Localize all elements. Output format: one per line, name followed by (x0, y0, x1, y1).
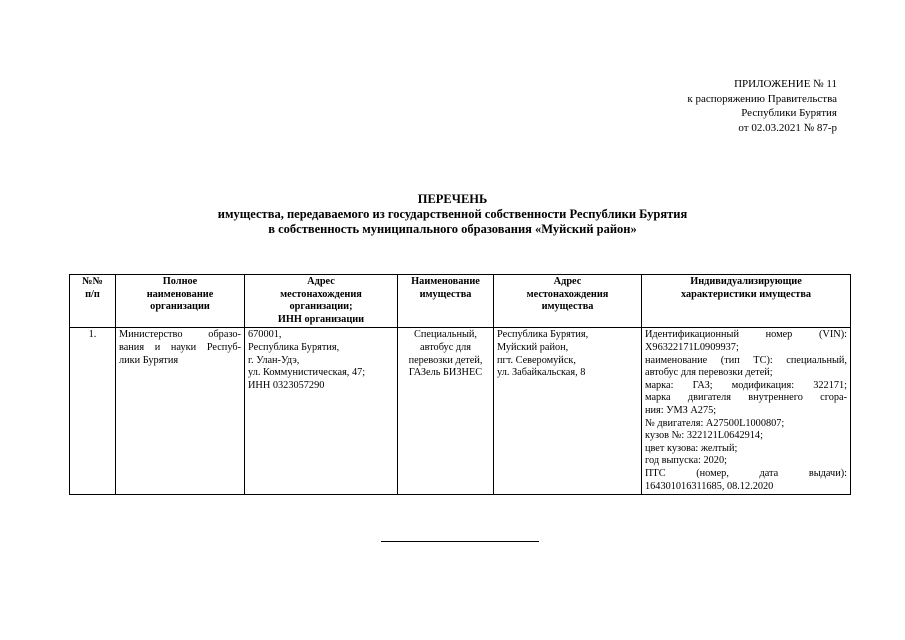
text-line: Специальный, (414, 329, 477, 341)
header-characteristics (642, 275, 851, 328)
title-heading: ПЕРЕЧЕНЬ (417, 192, 488, 206)
text-line: вания и науки Респуб- (119, 341, 241, 353)
cell-characteristics (642, 328, 851, 495)
text-line: Республика Бурятия, (248, 341, 340, 353)
text-line: местонахождения (526, 288, 609, 300)
text-line: ИНН организации (277, 313, 365, 325)
text-line: наименование (146, 288, 214, 300)
text-line: имущества (419, 288, 472, 300)
appendix-line: к распоряжению Правительства (687, 92, 837, 105)
appendix-line: Республики Бурятия (741, 107, 837, 119)
text-line: Адрес (553, 276, 582, 287)
text-line: имущества (541, 301, 594, 313)
cell-org (116, 328, 245, 495)
text-line: местонахождения (280, 288, 362, 300)
text-line: 164301016311685, 08.12.2020 (645, 480, 774, 492)
text-line: X96322171L0909937; (645, 341, 739, 353)
text-line: марка двигателя внутреннего сгора- (645, 392, 847, 404)
property-table (69, 274, 851, 495)
text-line: характеристики имущества (680, 288, 812, 300)
text-line: Идентификационный номер (VIN): (645, 329, 847, 341)
header-num (70, 275, 116, 328)
title-line-2: в собственность муниципального образования «Муйский район» (268, 222, 637, 236)
text-line: ул. Коммунистическая, 47; (248, 367, 366, 379)
text-line: № двигателя: A27500L1000807; (645, 417, 785, 429)
header-org (116, 275, 245, 328)
text-line: Адрес (307, 276, 335, 287)
document-title (0, 192, 905, 237)
text-line: автобус для (420, 341, 471, 353)
text-line: организации; (289, 301, 353, 313)
cell-num: 1. (70, 328, 116, 495)
text-line: ул. Забайкальская, 8 (497, 367, 586, 379)
text-line: цвет кузова: желтый; (645, 442, 738, 454)
text-line: Муйский район, (497, 341, 569, 353)
text-line: перевозки детей, (408, 354, 483, 366)
text-line: год выпуска: 2020; (645, 455, 727, 467)
table-header-row (70, 275, 851, 328)
title-line-1: имущества, передаваемого из государственной собственности Республики Бурятия (217, 207, 688, 221)
text-line: п/п (85, 288, 100, 300)
text-line: ния: УМЗ А275; (645, 404, 717, 416)
header-address (245, 275, 398, 328)
text-line: ИНН 0323057290 (248, 379, 325, 391)
text-line: автобус для перевозки детей; (645, 367, 773, 379)
text-line: Министерство образо- (119, 329, 241, 341)
text-line: г. Улан-Удэ, (248, 354, 300, 366)
text-line: Республика Бурятия, (497, 329, 589, 341)
text-line: Индивидуализирующие (690, 276, 802, 287)
header-property-address (494, 275, 642, 328)
text-line: Полное (162, 276, 198, 287)
cell-property-address (494, 328, 642, 495)
text-line: лики Бурятия (119, 354, 179, 366)
text-line: Наименование (411, 276, 480, 287)
text-line: ПТС (номер, дата выдачи): (645, 467, 847, 479)
header-property (398, 275, 494, 328)
cell-address (245, 328, 398, 495)
table-row (70, 328, 851, 495)
text-line: организации (150, 301, 210, 313)
appendix-line: от 02.03.2021 № 87-р (738, 121, 837, 134)
appendix-line: ПРИЛОЖЕНИЕ № 11 (734, 78, 837, 90)
text-line: №№ (82, 276, 103, 287)
text-line: ГАЗель БИЗНЕС (408, 367, 483, 379)
text-line: кузов №: 322121L0642914; (645, 430, 763, 442)
text-line: 670001, (248, 329, 282, 341)
cell-property (398, 328, 494, 495)
text-line: марка: ГАЗ; модификация: 322171; (645, 379, 847, 391)
footer-divider (381, 541, 539, 542)
appendix-block (687, 77, 837, 135)
text-line: пгт. Северомуйск, (497, 354, 576, 366)
text-line: наименование (тип ТС): специальный, (645, 354, 847, 366)
